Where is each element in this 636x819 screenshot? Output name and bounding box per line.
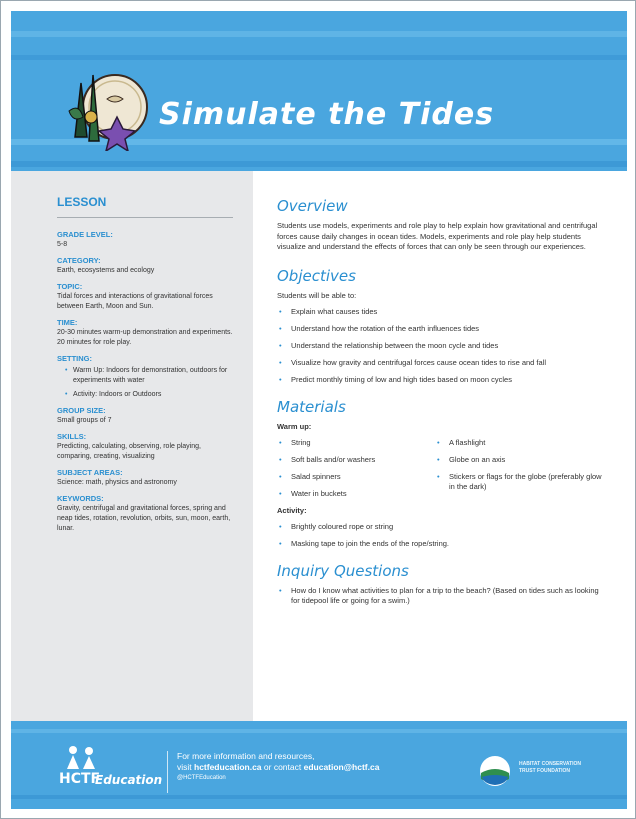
list-item: • Activity: Indoors or Outdoors xyxy=(65,390,233,400)
list-item: • Predict monthly timing of low and high tides based on moon cycles xyxy=(277,375,607,385)
warmup-materials xyxy=(277,438,607,506)
side-text: Small groups of 7 xyxy=(57,417,112,424)
hctf-foundation-logo xyxy=(479,757,599,787)
activity-list xyxy=(277,522,607,549)
footer-wave-stripe xyxy=(11,729,627,733)
materials-title: Materials xyxy=(277,397,346,416)
social-handle[interactable]: @HCTFEducation xyxy=(177,775,226,781)
side-label: KEYWORDS: xyxy=(57,494,104,503)
list-item: • Stickers or flags for the globe (preferably glow in the dark) xyxy=(435,472,605,492)
list-item: • Soft balls and/or washers xyxy=(277,455,435,465)
list-item: • A flashlight xyxy=(435,438,605,448)
tide-pool-illustration-icon xyxy=(67,67,151,151)
warmup-label: Warm up: xyxy=(277,421,312,431)
list-item: • Salad spinners xyxy=(277,472,435,482)
list-item: • How do I know what activities to plan for a trip to the beach? (Based on tides such as looking for tidepool life or going for a swim.) xyxy=(277,586,607,606)
lesson-heading: LESSON xyxy=(57,195,233,218)
list-item: • Brightly coloured rope or string xyxy=(277,522,607,532)
footer-banner xyxy=(11,721,627,809)
hctf-word: HCTF xyxy=(59,771,101,787)
inquiry-title: Inquiry Questions xyxy=(277,561,409,580)
warmup-list-left xyxy=(277,438,435,506)
or-contact-text: or contact xyxy=(261,762,304,772)
setting-block xyxy=(57,354,233,400)
foundation-name: HABITAT CONSERVATION TRUST FOUNDATION xyxy=(519,761,582,774)
header-wave-stripe xyxy=(11,31,627,37)
side-text: Earth, ecosystems and ecology xyxy=(57,267,155,274)
group-size-block xyxy=(57,406,233,426)
side-label: SKILLS: xyxy=(57,432,87,441)
objectives-title: Objectives xyxy=(277,266,356,285)
inquiry-list xyxy=(277,586,607,606)
contact-info xyxy=(177,751,379,783)
contact-line-1: For more information and resources, xyxy=(177,751,315,761)
keywords-block xyxy=(57,494,233,534)
list-item: • Masking tape to join the ends of the rope/string. xyxy=(277,539,607,549)
topic-block xyxy=(57,282,233,312)
setting-list xyxy=(57,366,233,400)
side-label: TOPIC: xyxy=(57,282,83,291)
side-label: SETTING: xyxy=(57,354,92,363)
side-label: SUBJECT AREAS: xyxy=(57,468,123,477)
list-item: • Visualize how gravity and centrifugal forces cause ocean tides to rise and fall xyxy=(277,358,607,368)
side-text: Tidal forces and interactions of gravitational forces between Earth, Moon and Sun. xyxy=(57,293,213,310)
list-item: • Understand the relationship between the moon cycle and tides xyxy=(277,341,607,351)
list-item: • Water in buckets xyxy=(277,489,435,499)
side-text: 5-8 xyxy=(57,241,68,248)
side-text: Predicting, calculating, observing, role playing, comparing, creating, visualizing xyxy=(57,443,201,460)
activity-label: Activity: xyxy=(277,505,307,515)
list-item: • Understand how the rotation of the earth influences tides xyxy=(277,324,607,334)
list-item: • Explain what causes tides xyxy=(277,307,607,317)
foundation-emblem-icon xyxy=(479,755,511,787)
side-label: TIME: xyxy=(57,318,78,327)
side-text: Gravity, centrifugal and gravitational forces, spring and neap tides, rotation, revolution, orbits, sun, moon, earth, lunar. xyxy=(57,505,231,532)
list-item: • String xyxy=(277,438,435,448)
page-title: Simulate the Tides xyxy=(159,97,495,132)
time-block xyxy=(57,318,233,348)
main-content xyxy=(259,181,623,715)
visit-text: visit xyxy=(177,762,194,772)
lesson-sidebar xyxy=(11,171,253,721)
footer-wave-stripe xyxy=(11,795,627,799)
objectives-list xyxy=(277,307,607,385)
list-item: • Warm Up: Indoors for demonstration, outdoors for experiments with water xyxy=(65,366,233,386)
header-wave-stripe xyxy=(11,161,627,167)
hctf-figures-icon xyxy=(63,745,103,771)
subject-areas-block xyxy=(57,468,233,488)
warmup-list-right xyxy=(435,438,605,506)
objectives-intro: Students will be able to: xyxy=(277,290,357,300)
header-banner xyxy=(11,11,627,171)
side-text: Science: math, physics and astronomy xyxy=(57,479,177,486)
side-label: CATEGORY: xyxy=(57,256,101,265)
category-block xyxy=(57,256,233,276)
education-word: Education xyxy=(95,773,163,787)
overview-title: Overview xyxy=(277,197,348,215)
list-item: • Globe on an axis xyxy=(435,455,605,465)
overview-text: Students use models, experiments and role play to help explain how gravitational and centrifugal forces cause daily changes in ocean tides. Models, experiments and role play help students visualize and understand the effects of forces that can only be seen through our experiences. xyxy=(277,221,598,251)
hctf-education-logo xyxy=(55,745,163,795)
side-label: GROUP SIZE: xyxy=(57,406,106,415)
skills-block xyxy=(57,432,233,462)
email-link[interactable]: education@hctf.ca xyxy=(303,762,380,772)
grade-level-block xyxy=(57,230,233,250)
side-label: GRADE LEVEL: xyxy=(57,230,113,239)
header-wave-stripe xyxy=(11,55,627,60)
contact-line-2 xyxy=(177,762,379,773)
side-text: 20-30 minutes warm-up demonstration and experiments. 20 minutes for role play. xyxy=(57,329,233,346)
footer-divider xyxy=(167,751,168,793)
website-link[interactable]: hctfeducation.ca xyxy=(194,762,262,772)
